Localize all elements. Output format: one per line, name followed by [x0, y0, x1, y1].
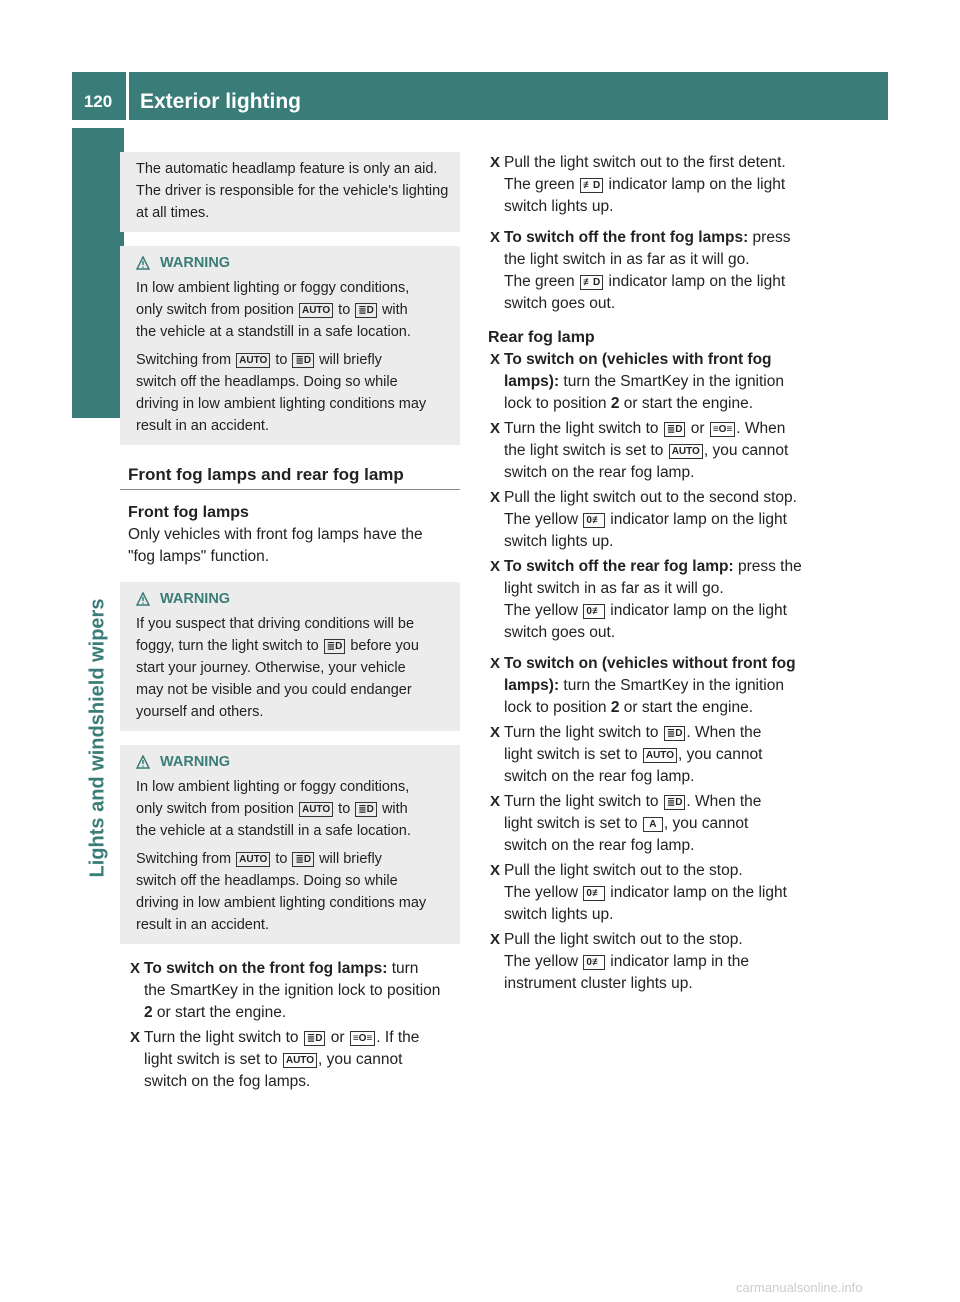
right-column	[480, 152, 816, 998]
text-right-r5-0: Pull the light switch out to the second stop.	[504, 489, 797, 506]
step-turn-switch-low-beam	[480, 722, 816, 788]
text-left-w1-p1-0: In low ambient lighting or foggy conditions,	[136, 779, 410, 795]
text-left-w1-p2-0: Switching from	[136, 352, 232, 368]
text-right-r11-2: indicator lamp in the	[610, 953, 749, 970]
text-right-r9-2: light switch is set to	[504, 815, 638, 832]
warning-title	[136, 751, 452, 773]
text-right-r4-4: , you cannot	[703, 442, 789, 459]
left-column	[120, 152, 460, 1096]
text-left-step1-t-3: or start the engine.	[152, 1004, 287, 1021]
step-pull-first-detent	[480, 152, 816, 218]
text-right-r6-t-0: press the	[733, 558, 802, 575]
step-marker-icon: X	[490, 420, 501, 437]
warning-box-3	[120, 745, 460, 944]
text-right-r2-t-0: press	[748, 229, 791, 246]
low-beam-icon: ≣D	[355, 802, 377, 817]
warning-triangle-icon	[136, 755, 150, 769]
step-marker-icon: X	[490, 655, 501, 672]
parking-lamp-icon: ≡O≡	[350, 1031, 375, 1046]
text-right-r10-2: indicator lamp on the light	[610, 884, 787, 901]
text-left-w1-p2-2: will briefly	[319, 352, 382, 368]
text-left-w1-p1-4: the vehicle at a standstill in a safe location.	[136, 823, 411, 839]
text-left-w2-0: If you suspect that driving conditions will be	[136, 616, 415, 632]
low-beam-icon: ≣D	[292, 353, 314, 368]
text-right-r6-bold: To switch off the rear fog lamp:	[504, 558, 734, 575]
step-switch-on-rear-with-front	[480, 349, 816, 415]
text-right-r10-1: The yellow	[504, 884, 579, 901]
step-switch-on-front-fog	[120, 958, 460, 1024]
note-box	[120, 152, 460, 232]
step-marker-icon: X	[490, 931, 501, 948]
text-right-r4-3: the light switch is set to	[504, 442, 664, 459]
text-left-w1-p2-5: result in an accident.	[136, 418, 269, 434]
text-left-step1-t-2: 2	[144, 1004, 153, 1021]
auto-icon: AUTO	[643, 748, 677, 763]
step-marker-icon: X	[130, 1029, 141, 1046]
step-switch-off-front-fog	[480, 227, 816, 315]
text-left-w2-3: start your journey. Otherwise, your vehicle	[136, 660, 406, 676]
text-right-r8-3: , you cannot	[678, 746, 763, 763]
auto-icon: AUTO	[669, 444, 703, 459]
step-marker-icon: X	[490, 351, 501, 368]
text-left-w1-p2-2: will briefly	[319, 851, 382, 867]
low-beam-icon: ≣D	[304, 1031, 326, 1046]
text-right-r4-2: . When	[736, 420, 786, 437]
text-left-w1-p1-0: In low ambient lighting or foggy conditions,	[136, 280, 410, 296]
rear-fog-lamp-icon: 0≢	[583, 955, 605, 970]
text-left-w1-p1-1: only switch from position	[136, 801, 294, 817]
warning-2-text	[136, 613, 452, 723]
text-left-step2-t-2: . If the	[376, 1029, 420, 1046]
text-left-step1-t-0: turn	[387, 960, 419, 977]
text-right-r2-t-4: switch goes out.	[504, 295, 616, 312]
text-right-r1-0: Pull the light switch out to the first detent.	[504, 154, 786, 171]
text-right-r1-1: The green	[504, 176, 575, 193]
text-right-r3-bold2: lamps):	[504, 373, 560, 390]
text-left-step2-t-0: Turn the light switch to	[144, 1029, 299, 1046]
warning-title	[136, 252, 452, 274]
text-right-r4-0: Turn the light switch to	[504, 420, 659, 437]
text-right-r2-t-1: the light switch in as far as it will go.	[504, 251, 750, 268]
header-divider	[126, 72, 129, 120]
warning-1-para-1	[136, 277, 452, 343]
text-right-r8-0: Turn the light switch to	[504, 724, 659, 741]
text-left-w1-p2-0: Switching from	[136, 851, 232, 867]
step-pull-stop-light	[480, 860, 816, 926]
text-right-r5-1: The yellow	[504, 511, 579, 528]
text-right-r8-4: switch on the rear fog lamp.	[504, 768, 695, 785]
text-left-w1-p1-2: to	[338, 801, 351, 817]
front-fog-lamp-icon: ≢D	[580, 275, 603, 290]
warning-title	[136, 588, 452, 610]
text-left-step1-t-1: the SmartKey in the ignition lock to position	[144, 982, 441, 999]
text-left-w2-1: foggy, turn the light switch to	[136, 638, 319, 654]
text-left-sub_text-0: Only vehicles with front fog lamps have the	[128, 526, 423, 543]
low-beam-icon: ≣D	[292, 852, 314, 867]
text-left-w1-p2-3: switch off the headlamps. Doing so while	[136, 873, 398, 889]
page-number: 120	[83, 92, 113, 111]
text-right-r9-4: switch on the rear fog lamp.	[504, 837, 695, 854]
text-right-r7-t-1: lock to position	[504, 699, 607, 716]
text-right-r10-3: switch lights up.	[504, 906, 614, 923]
text-right-r3-bold1: To switch on (vehicles with front fog	[504, 351, 772, 368]
text-left-w1-p1-2: to	[338, 302, 351, 318]
step-pull-second-stop	[480, 487, 816, 553]
text-right-r5-3: switch lights up.	[504, 533, 614, 550]
text-right-r7-t-3: or start the engine.	[619, 699, 754, 716]
text-left-step2-t-4: , you cannot	[318, 1051, 403, 1068]
page-header	[72, 72, 888, 120]
auto-icon: AUTO	[283, 1053, 317, 1068]
text-left-w2-2: before you	[350, 638, 419, 654]
text-right-r7-bold2: lamps):	[504, 677, 560, 694]
text-left-step2-t-1: or	[330, 1029, 345, 1046]
front-fog-intro	[120, 524, 460, 568]
text-left-sub_text-1: "fog lamps" function.	[128, 548, 270, 565]
step-turn-switch-low-beam-a	[480, 791, 816, 857]
step-marker-icon: X	[490, 558, 501, 575]
subsection-title-rear-fog: Rear fog lamp	[488, 329, 595, 346]
step-marker-icon: X	[490, 489, 501, 506]
chapter-label: Lights and windshield wipers	[86, 598, 109, 878]
chapter-tab	[72, 128, 124, 418]
warning-1-para-2	[136, 349, 452, 437]
step-pull-stop-cluster	[480, 929, 816, 995]
parking-lamp-icon: ≡O≡	[710, 422, 735, 437]
text-left-w1-p2-4: driving in low ambient lighting conditions may	[136, 396, 427, 412]
text-right-r3-t-2: 2	[610, 395, 620, 412]
step-turn-switch-rear	[480, 418, 816, 484]
text-right-r6-t-3: indicator lamp on the light	[610, 602, 787, 619]
text-right-r3-t-3: or start the engine.	[619, 395, 754, 412]
step-switch-on-rear-without-front	[480, 653, 816, 719]
text-left-w1-p2-5: result in an accident.	[136, 917, 269, 933]
text-right-r5-2: indicator lamp on the light	[610, 511, 787, 528]
text-left-w1-p2-3: switch off the headlamps. Doing so while	[136, 374, 398, 390]
text-right-r1-2: indicator lamp on the light	[608, 176, 786, 193]
text-left-w1-p1-3: with	[381, 801, 408, 817]
text-left-w1-p2-4: driving in low ambient lighting conditions may	[136, 895, 427, 911]
step-marker-icon: X	[490, 862, 501, 879]
step-marker-icon: X	[490, 154, 501, 171]
layout-circle	[142, 602, 144, 604]
text-right-r9-0: Turn the light switch to	[504, 793, 659, 810]
warning-triangle-icon	[136, 256, 150, 270]
section-title: Front fog lamps and rear fog lamp	[120, 465, 460, 490]
text-right-r2-t-3: indicator lamp on the light	[608, 273, 786, 290]
text-right-r7-t-2: 2	[610, 699, 620, 716]
text-right-r4-5: switch on the rear fog lamp.	[504, 464, 695, 481]
warning-box-2	[120, 582, 460, 731]
warning-label: WARNING	[160, 754, 231, 770]
rear-fog-lamp-icon: 0≢	[583, 604, 605, 619]
step-marker-icon: X	[490, 229, 501, 246]
front-fog-lamp-icon: ≢D	[580, 178, 603, 193]
text-right-r8-2: light switch is set to	[504, 746, 638, 763]
warning-box-1	[120, 246, 460, 445]
text-right-r1-3: switch lights up.	[504, 198, 614, 215]
low-beam-icon: ≣D	[664, 422, 686, 437]
step-turn-switch-front	[120, 1027, 460, 1093]
text-left-w1-p1-1: only switch from position	[136, 302, 294, 318]
text-left-w1-p2-1: to	[275, 352, 288, 368]
rear-fog-lamp-icon: 0≢	[583, 513, 605, 528]
text-left-w1-p1-3: with	[381, 302, 408, 318]
a-indicator-icon: A	[643, 817, 663, 832]
text-left-step2-t-5: switch on the fog lamps.	[144, 1073, 311, 1090]
step-marker-icon: X	[490, 793, 501, 810]
warning-label: WARNING	[160, 591, 231, 607]
note-text: The automatic headlamp feature is only an aid. The driver is responsible for the vehicle's lighting at all times.	[136, 161, 449, 221]
text-right-r7-t-0: turn the SmartKey in the ignition	[559, 677, 784, 694]
layout-circle	[142, 266, 144, 268]
step-marker-icon: X	[130, 960, 141, 977]
text-right-r2-t-2: The green	[504, 273, 575, 290]
text-left-w1-p1-4: the vehicle at a standstill in a safe location.	[136, 324, 411, 340]
text-right-r11-3: instrument cluster lights up.	[504, 975, 693, 992]
text-right-r9-3: , you cannot	[663, 815, 749, 832]
text-right-r6-t-1: light switch in as far as it will go.	[504, 580, 724, 597]
text-right-r9-1: . When the	[686, 793, 762, 810]
watermark: carmanualsonline.info	[736, 1280, 863, 1295]
low-beam-icon: ≣D	[664, 726, 686, 741]
warning-3-para-1	[136, 776, 452, 842]
text-left-w1-p2-1: to	[275, 851, 288, 867]
text-right-r4-1: or	[690, 420, 705, 437]
warning-label: WARNING	[160, 255, 231, 271]
text-right-r6-t-4: switch goes out.	[504, 624, 616, 641]
page-title: Exterior lighting	[140, 90, 302, 113]
text-right-r3-t-1: lock to position	[504, 395, 607, 412]
warning-triangle-icon	[136, 592, 150, 606]
auto-icon: AUTO	[236, 852, 270, 867]
text-right-r6-t-2: The yellow	[504, 602, 579, 619]
subsection-title-front-fog: Front fog lamps	[128, 504, 249, 521]
text-right-r8-1: . When the	[686, 724, 762, 741]
text-right-r3-t-0: turn the SmartKey in the ignition	[559, 373, 784, 390]
auto-icon: AUTO	[299, 802, 333, 817]
step-marker-icon: X	[490, 724, 501, 741]
text-right-r11-0: Pull the light switch out to the stop.	[504, 931, 743, 948]
low-beam-icon: ≣D	[355, 303, 377, 318]
auto-icon: AUTO	[236, 353, 270, 368]
low-beam-icon: ≣D	[324, 639, 346, 654]
low-beam-icon: ≣D	[664, 795, 686, 810]
step-switch-off-rear-fog	[480, 556, 816, 644]
text-right-r10-0: Pull the light switch out to the stop.	[504, 862, 743, 879]
text-left-w2-5: yourself and others.	[136, 704, 264, 720]
text-left-w2-4: may not be visible and you could endanger	[136, 682, 412, 698]
text-left-step1-bold: To switch on the front fog lamps:	[144, 960, 388, 977]
warning-3-para-2	[136, 848, 452, 936]
text-left-step2-t-3: light switch is set to	[144, 1051, 278, 1068]
rear-fog-lamp-icon: 0≢	[583, 886, 605, 901]
layout-circle	[142, 765, 144, 767]
auto-icon: AUTO	[299, 303, 333, 318]
text-right-r7-bold1: To switch on (vehicles without front fog	[504, 655, 796, 672]
text-right-r11-1: The yellow	[504, 953, 579, 970]
text-right-r2-bold: To switch off the front fog lamps:	[504, 229, 749, 246]
